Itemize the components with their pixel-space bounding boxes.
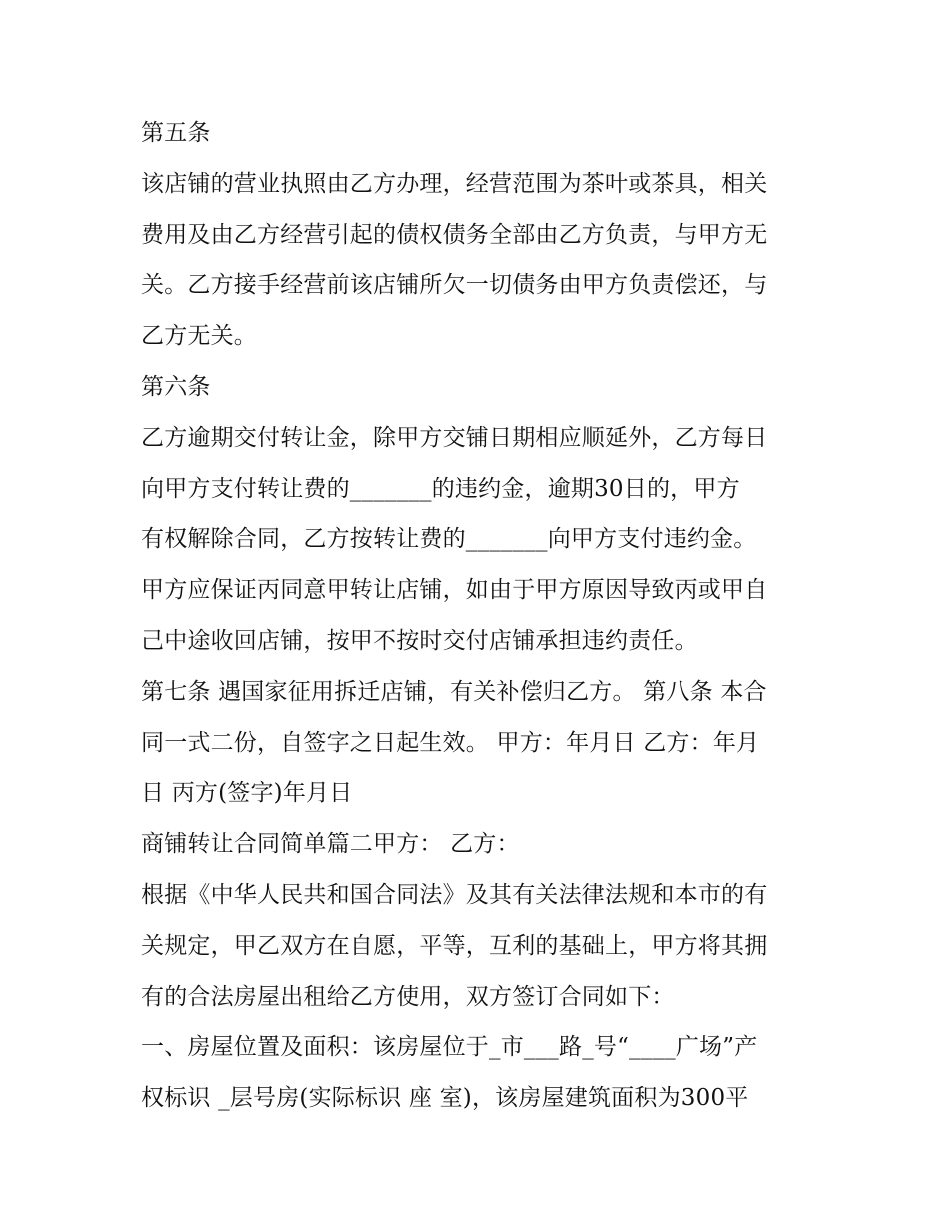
text-line: 一、房屋位置及面积：该房屋位于_市___路_号“____广场”产	[141, 1034, 758, 1061]
text-line: 日 丙方(签字)年月日	[141, 780, 353, 807]
text-line: 向甲方支付转让费的_______的违约金，逾期30日的，甲方	[141, 475, 740, 502]
text-line: 根据《中华人民共和国合同法》及其有关法律法规和本市的有	[141, 881, 768, 908]
text-line: 己中途收回店铺，按甲不按时交付店铺承担违约责任。	[141, 627, 698, 654]
text-line: 权标识 _层号房(实际标识 座 室)，该房屋建筑面积为300平	[141, 1085, 749, 1112]
text-line: 有的合法房屋出租给乙方使用，双方签订合同如下：	[141, 983, 675, 1010]
document-body	[141, 108, 821, 1124]
text-line: 乙方逾期交付转让金，除甲方交铺日期相应顺延外，乙方每日	[141, 424, 768, 451]
text-line: 关规定，甲乙双方在自愿，平等，互利的基础上，甲方将其拥	[141, 932, 768, 959]
text-line: 费用及由乙方经营引起的债权债务全部由乙方负责，与甲方无	[141, 221, 768, 248]
text-line: 有权解除合同，乙方按转让费的_______向甲方支付违约金。	[141, 526, 757, 553]
text-line: 乙方无关。	[141, 323, 257, 350]
section-heading: 商铺转让合同简单篇二甲方： 乙方：	[141, 831, 520, 858]
text-line: 关。乙方接手经营前该店铺所欠一切债务由甲方负责偿还，与	[141, 272, 768, 299]
article-6-heading: 第六条	[141, 373, 211, 400]
text-line: 甲方应保证丙同意甲转让店铺，如由于甲方原因导致丙或甲自	[141, 577, 768, 604]
text-line: 同一式二份，自签字之日起生效。 甲方：年月日 乙方：年月	[141, 729, 760, 756]
text-line: 第七条 遇国家征用拆迁店铺，有关补偿归乙方。 第八条 本合	[141, 678, 767, 705]
text-line: 该店铺的营业执照由乙方办理，经营范围为茶叶或茶具，相关	[141, 170, 768, 197]
article-5-heading: 第五条	[141, 120, 211, 146]
